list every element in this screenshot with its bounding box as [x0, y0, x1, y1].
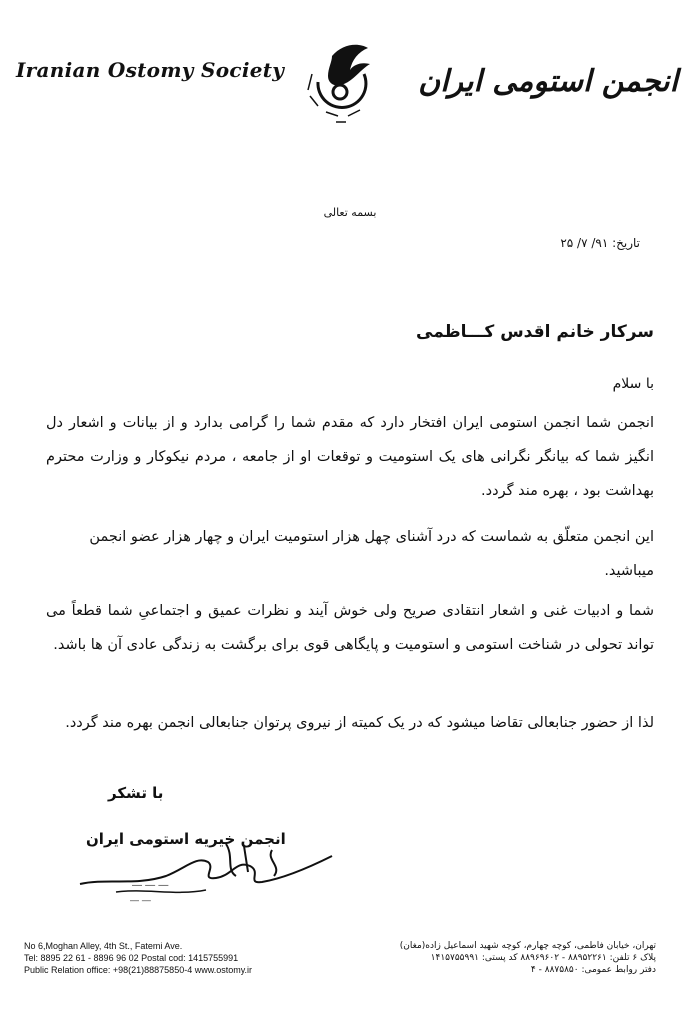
- handwritten-signature: [76, 826, 336, 916]
- footer-tel-en: Tel: 8895 22 61 - 8896 96 02 Postal cod: 1415755991: [24, 953, 239, 963]
- paragraph-3: شما و ادبیات غنی و اشعار انتقادی صریح ولی خوش آیند و نظرات عمیق و اجتماعیِ شما قطعاً می تواند تحولی در شناخت استومی و استومیت و پایگاهی قوی برای برگشت به زندگی عادی آن ها باشد.: [46, 603, 654, 653]
- footer-english: [24, 940, 252, 976]
- society-emblem-icon: [298, 34, 382, 130]
- signer-organization: انجمن خیریه استومی ایران: [86, 830, 286, 848]
- stamp-text: ― ― ―: [132, 880, 169, 891]
- closing-remark: با تشکر: [108, 784, 164, 802]
- paragraph-2: این انجمن متعلّق به شماست که درد آشنای چهل هزار استومیت ایران و چهار هزار عضو انجمن میباشید.: [89, 529, 654, 579]
- salutation: با سلام: [612, 376, 654, 392]
- footer-pr-en: Public Relation office: +98(21)88875850-4 www.ostomy.ir: [24, 965, 253, 975]
- stamp-number: ― ―: [130, 896, 151, 906]
- footer-persian: [400, 940, 656, 976]
- footer-phones-fa: پلاک ۶ تلفن: ۸۸۹۵۲۲۶۱ - ۸۸۹۶۹۶۰۲ کد پستی: ۱۴۱۵۷۵۵۹۹۱: [430, 953, 656, 963]
- paragraph-4: لذا از حضور جنابعالی تقاضا میشود که در یک کمیته از نیروی پرتوان جنابعالی انجمن بهره مند گردد.: [65, 715, 654, 731]
- persian-logo-text: انجمن استومی ایران: [418, 64, 678, 99]
- addressee: سرکار خانم اقدس کـــاظمی: [416, 322, 654, 342]
- basmala: بسمه تعالی: [323, 206, 377, 219]
- footer-address-fa: تهران، خیابان فاطمی، کوچه چهارم، کوچه شهید اسماعیل زاده(مغان): [399, 941, 656, 951]
- footer-pr-fa: دفتر روابط عمومی: ۸۸۷۵۸۵۰ - ۴: [530, 965, 656, 975]
- paragraph-1: انجمن شما انجمن استومی ایران افتخار دارد که مقدم شما را گرامی بدارد و از بیانات و اشعار دل انگیز شما که بیانگر نگرانی های یک استومیت و توقعات او از جامعه ، مردم نیکوکار و وزارت محترم بهداشت بود ، بهره مند گردد.: [46, 415, 654, 499]
- letter-date: تاریخ: ۹۱/ ۷/ ۲۵: [560, 236, 640, 250]
- footer-address-en: No 6,Moghan Alley, 4th St., Fatemi Ave.: [24, 941, 183, 951]
- english-logo-text: Iranian Ostomy Society: [16, 58, 285, 82]
